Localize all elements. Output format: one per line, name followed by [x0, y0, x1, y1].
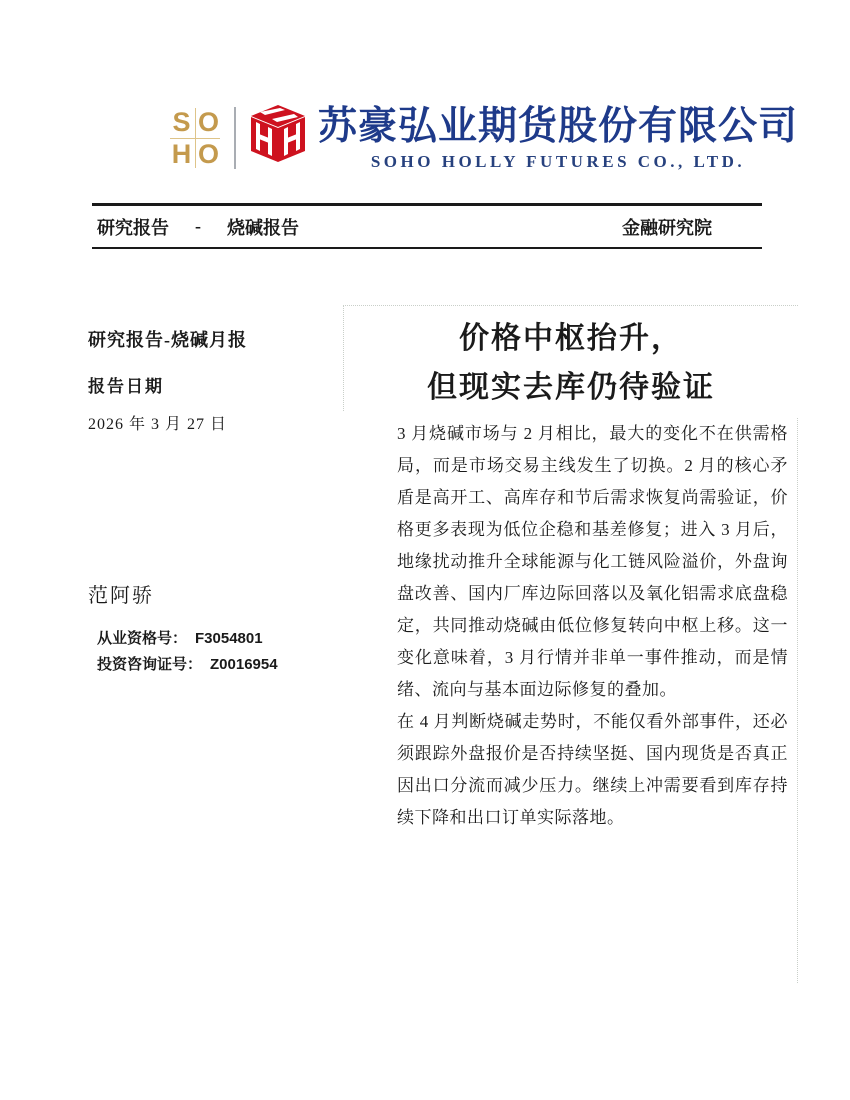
- report-title-line2: 但现实去库仍待验证: [427, 371, 715, 404]
- summary-paragraph-2: 在 4 月判断烧碱走势时，不能仅看外部事件，还必须跟踪外盘报价是否持续坚挺、国内现货是否真正因出口分流而减少压力。继续上冲需要看到库存持续下降和出口订单实际落地。: [397, 712, 788, 827]
- practice-certificate-label: 从业资格号：: [97, 631, 188, 647]
- practice-certificate-number: F3054801: [195, 630, 263, 647]
- report-category: [92, 214, 299, 240]
- report-main-column: [343, 305, 798, 983]
- report-title: [343, 305, 798, 411]
- soho-letter: O: [197, 139, 219, 169]
- practice-certificate-line: [97, 626, 278, 652]
- company-name-block: [318, 105, 798, 172]
- advisory-certificate-line: [97, 652, 278, 678]
- soho-letter: H: [171, 139, 192, 169]
- summary-paragraph-1: 3 月烧碱市场与 2 月相比，最大的变化不在供需格局，而是市场交易主线发生了切换。2 月的核心矛盾是高开工、高库存和节后需求恢复尚需验证，价格更多表现为低位企稳和基差修复；进入 3 月后，地缘扰动推升全球能源与化工链风险溢价，外盘询盘改善、国内厂库边际回落以及氧化铝需求底盘稳定，共同推动烧碱由低位修复转向中枢上移。这一变化意味着，3 月行情并非单一事件推动，而是情绪、流向与基本面边际修复的叠加。: [397, 424, 788, 699]
- soho-mark-divider-horizontal: [170, 138, 220, 139]
- analyst-credentials: [97, 626, 278, 678]
- report-title-line1: 价格中枢抬升，: [459, 322, 683, 355]
- red-cube-icon: [250, 104, 306, 172]
- report-type-label: 研究报告-烧碱月报: [88, 330, 247, 350]
- soho-letter: S: [172, 107, 191, 137]
- soho-letter: O: [197, 107, 219, 137]
- report-date-value: 2026 年 3 月 27 日: [88, 416, 228, 433]
- report-topic-label: 烧碱报告: [227, 217, 299, 238]
- report-date-label: 报告日期: [88, 377, 164, 396]
- advisory-certificate-number: Z0016954: [210, 656, 278, 673]
- logo-divider-line: [234, 107, 236, 169]
- company-name-english: SOHO HOLLY FUTURES CO., LTD.: [370, 151, 746, 171]
- institute-label: 金融研究院: [622, 217, 712, 238]
- company-name-chinese: 苏豪弘业期货股份有限公司: [318, 104, 799, 148]
- analyst-name: 范阿骄: [88, 585, 154, 607]
- advisory-certificate-label: 投资咨询证号：: [97, 657, 203, 673]
- report-category-label: 研究报告: [97, 217, 169, 238]
- report-category-separator: -: [195, 216, 201, 236]
- company-logo: [168, 104, 798, 172]
- report-summary: [397, 418, 798, 983]
- soho-letter-mark: [168, 106, 222, 170]
- report-header-bar: [92, 203, 762, 249]
